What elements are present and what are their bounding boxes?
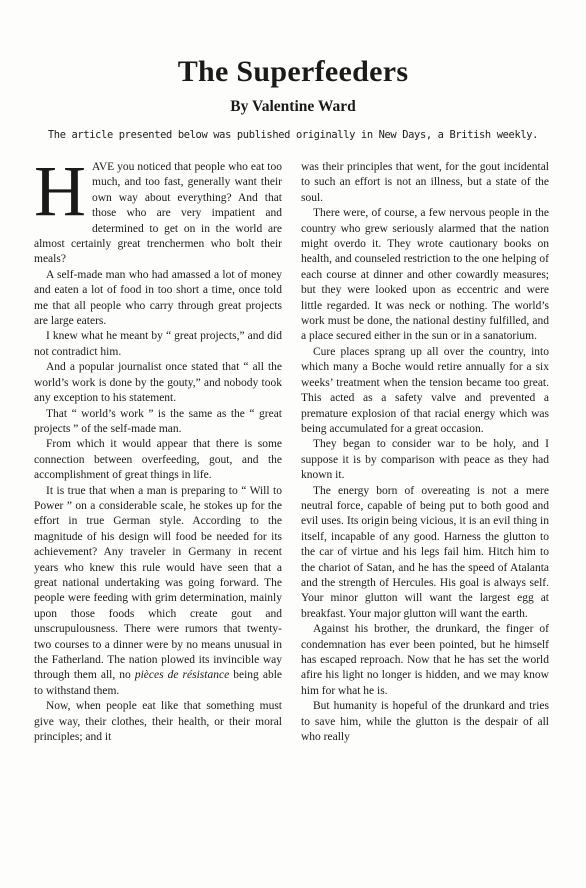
paragraph: But humanity is hopeful of the drunkard and tries to save him, while the glutton is the despair of all who really xyxy=(301,700,549,744)
paragraph: Cure places sprang up all over the country, into which many a Boche would retire annually for a six weeks’ treatment when the tension became too great. This acted as a safety valve and prevented a premature explosion of that racial energy which was being accumulated for a great occasion. xyxy=(301,345,549,435)
paragraph-text: It is true that when a man is preparing to “ Will to Power ” on a considerable scale, he stokes up for the effort in true German style. According to the magnitude of his design will food be needed for its achievement? Any traveler in Germany in recent years who knew this rule would have seen that a great national undertaking was going forward. The people were feeding with grim determination, mainly upon those foods which create gout and unscrupulousness. There were rumors that twenty-two courses to a dinner were by no means unusual in the Fatherland. The nation plowed its invincible way through them all, no xyxy=(34,484,282,682)
left-column xyxy=(34,151,282,745)
paragraph: Now, when people eat like that something must give way, their clothes, their health, or their moral principles; and it xyxy=(34,700,282,744)
paragraph: A self-made man who had amassed a lot of money and eaten a lot of food in too short a time, once told me that all people who carry through great projects are large eaters. xyxy=(34,268,282,328)
publication-note: The article presented below was published originally in New Days, a British weekly. xyxy=(47,129,539,141)
article-title: The Superfeeders xyxy=(177,55,409,88)
paragraph: was their principles that went, for the gout incidental to such an effort is not an illness, but a state of the soul. xyxy=(301,161,549,204)
paragraph-text: being able to withstand them. xyxy=(34,669,282,697)
paragraph: The energy born of overeating is not a mere neutral force, capable of being put to both good and evil uses. Its origin being vicious, it is an evil thing in itself, incapable of any good. Harness the glutton to the car of virtue and his legs fail him. Hitch him to the chariot of Satan, and he has the speed of Atalanta and the strength of Hercules. His goal is always self. Your minor glutton will want the largest egg at breakfast. Your major glutton will want the earth. xyxy=(301,484,549,620)
paragraph-text: AVE you noticed that people who eat too much, and too fast, generally want their own way about everything? And that those who are very impatient and determined to get on in the world are almost certainly great trenchermen who bolt their meals? xyxy=(34,161,282,266)
paragraph: I knew what he meant by “ great projects,” and did not contradict him. xyxy=(34,330,282,358)
paragraph: Against his brother, the drunkard, the finger of condemnation has ever been pointed, but he himself has escaped reproach. Now that he has set the world afire his light no longer is hidden, and we may know him for what he is. xyxy=(301,623,549,697)
paragraph xyxy=(34,484,282,700)
italic-phrase: pièces de résistance xyxy=(134,669,230,682)
drop-cap: H xyxy=(34,151,86,231)
paragraph: They began to consider war to be holy, and I suppose it is by comparison with peace as they had known it. xyxy=(301,438,549,482)
article-byline: By Valentine Ward xyxy=(230,98,356,115)
paragraph xyxy=(34,151,282,268)
paragraph: There were, of course, a few nervous people in the country who grew seriously alarmed that the nation might overdo it. They wrote cautionary books on health, and counseled restriction to the one helping of each course at dinner and other cowardly measures; but they were looked upon as eccentric and were little regarded. It was neck or nothing. The world’s work must be done, the national destiny fulfilled, and a place secured either in the sun or in a sanatorium. xyxy=(301,207,549,343)
paragraph: From which it would appear that there is some connection between overfeeding, gout, and the accomplishment of great things in life. xyxy=(34,438,282,482)
paragraph: And a popular journalist once stated that “ all the world’s work is done by the gouty,” and nobody took any exception to his statement. xyxy=(34,361,282,405)
right-column xyxy=(301,160,549,745)
paragraph: That “ world’s work ” is the same as the “ great projects ” of the self-made man. xyxy=(34,407,282,435)
